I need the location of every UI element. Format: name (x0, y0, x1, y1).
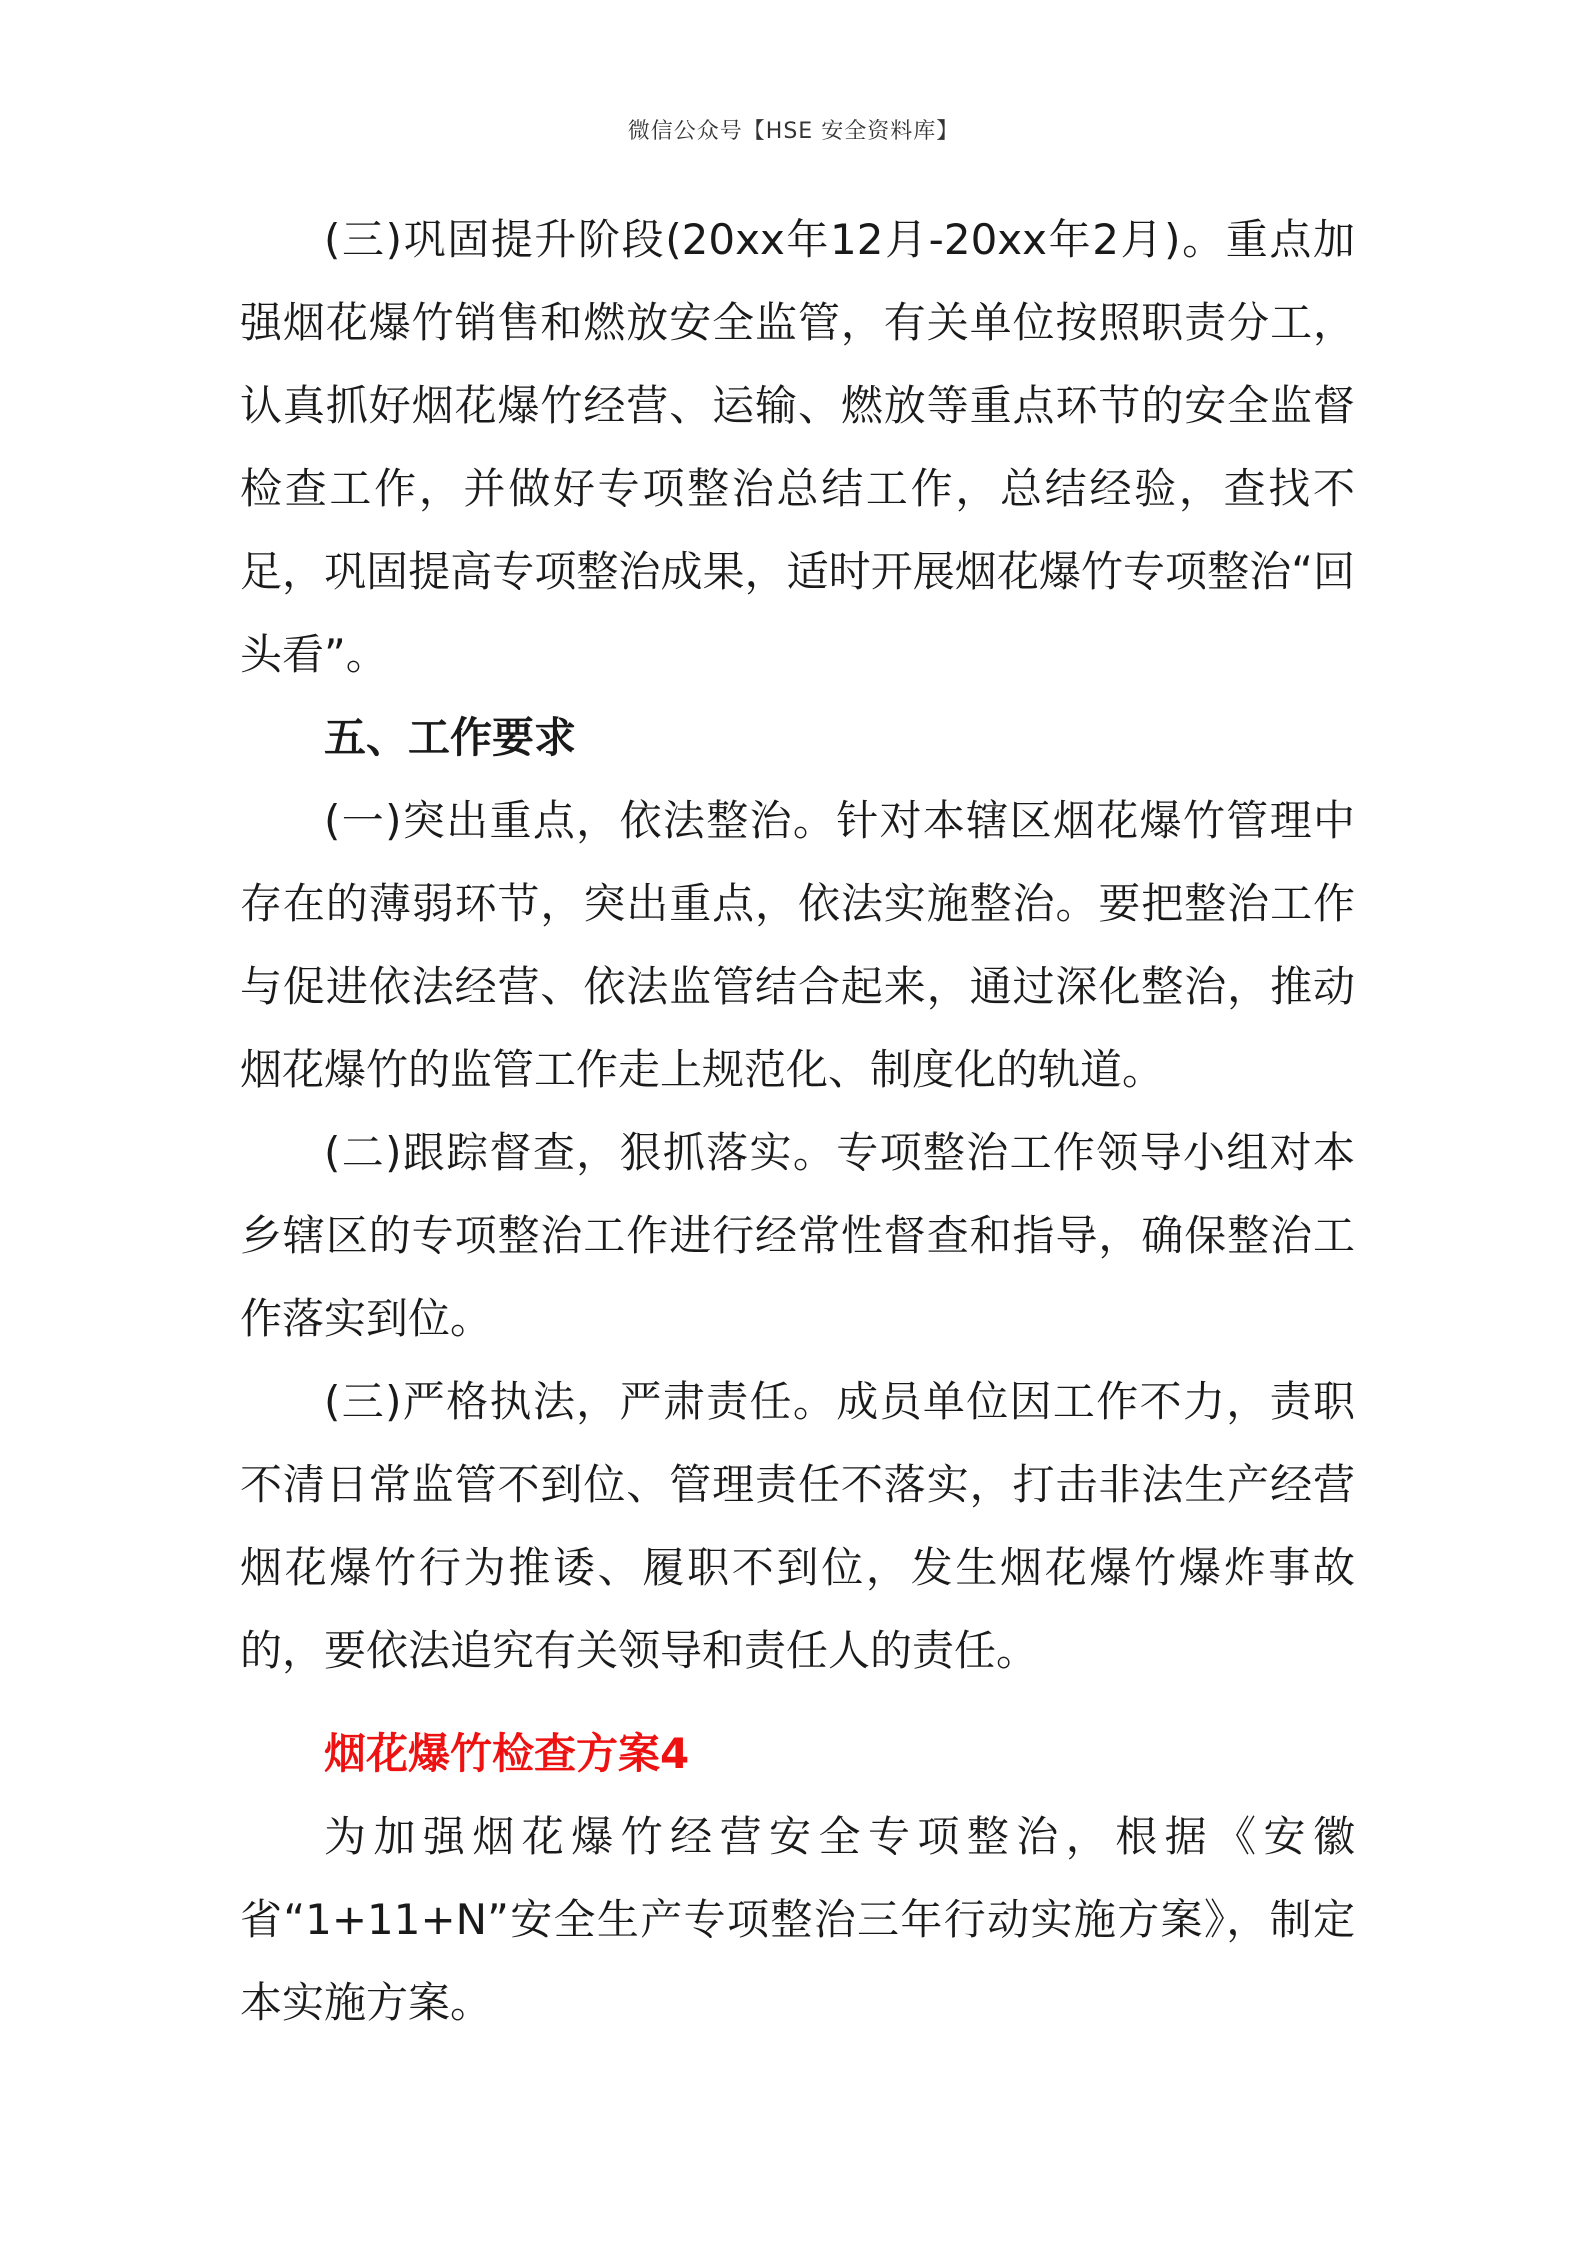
paragraph-requirement-1: (一)突出重点，依法整治。针对本辖区烟花爆竹管理中存在的薄弱环节，突出重点，依法实施整治。要把整治工作与促进依法经营、依法监管结合起来，通过深化整治，推动烟花爆竹的监管工作走上规范化、制度化的轨道。 (240, 796, 1355, 1094)
document-body (240, 198, 1355, 2044)
paragraph-plan-4-intro: 为加强烟花爆竹经营安全专项整治，根据《安徽省“1+11+N”安全生产专项整治三年行动实施方案》，制定本实施方案。 (240, 1812, 1355, 2027)
page-header: 微信公众号【HSE 安全资料库】 (627, 119, 960, 144)
plan-title-4: 烟花爆竹检查方案4 (324, 1729, 690, 1778)
paragraph-requirement-3: (三)严格执法，严肃责任。成员单位因工作不力，责职不清日常监管不到位、管理责任不落实，打击非法生产经营烟花爆竹行为推诿、履职不到位，发生烟花爆竹爆炸事故的，要依法追究有关领导和责任人的责任。 (240, 1377, 1355, 1675)
paragraph-consolidation-stage: (三)巩固提升阶段(20xx年12月-20xx年2月)。重点加强烟花爆竹销售和燃放安全监管，有关单位按照职责分工，认真抓好烟花爆竹经营、运输、燃放等重点环节的安全监督检查工作，并做好专项整治总结工作，总结经验，查找不足，巩固提高专项整治成果，适时开展烟花爆竹专项整治“回头看”。 (240, 215, 1355, 679)
section-heading-work-requirements: 五、工作要求 (324, 713, 577, 762)
paragraph-requirement-2: (二)跟踪督查，狠抓落实。专项整治工作领导小组对本乡辖区的专项整治工作进行经常性督查和指导，确保整治工作落实到位。 (240, 1128, 1355, 1343)
